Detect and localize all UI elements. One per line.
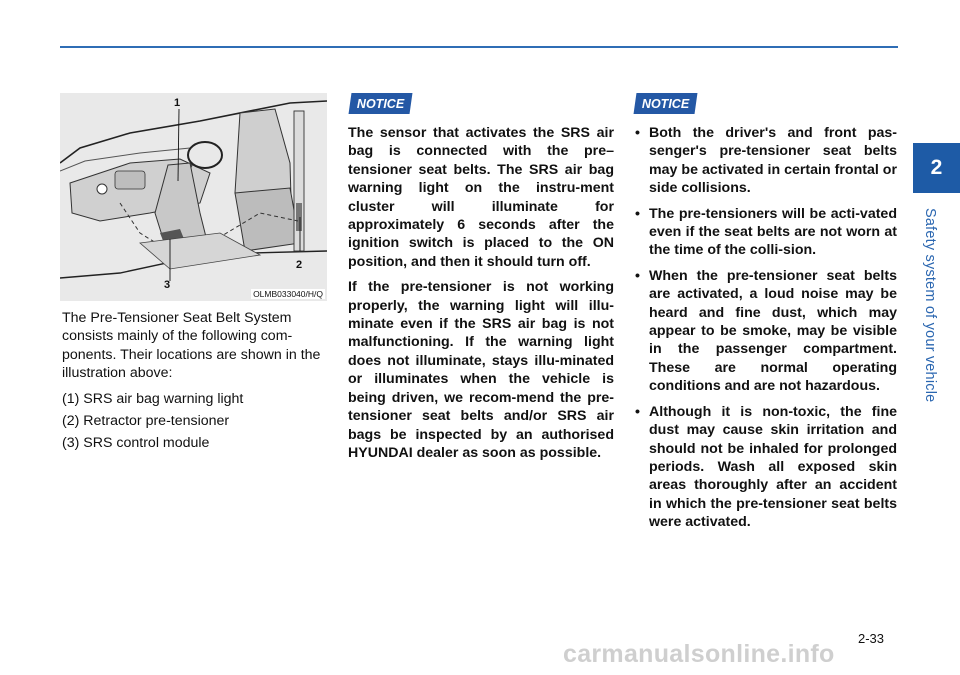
notice-2-bullets [633, 124, 897, 539]
watermark[interactable]: carmanualsonline.info [563, 640, 835, 668]
component-item: (2) Retractor pre-tensioner [62, 413, 230, 430]
vehicle-interior-drawing [60, 93, 327, 301]
components-description [62, 309, 326, 457]
callout-1: 1 [174, 97, 181, 109]
component-item: (3) SRS control module [62, 435, 210, 452]
notice-badge-2 [634, 93, 698, 114]
notice-1-body [348, 124, 614, 469]
notice-badge-1 [349, 93, 413, 114]
notice-1-paragraph: If the pre-tensioner is not working properly, the warning light will illu-minate even if the SRS air bag is not malfunctioning. If the warning light does not illuminate, stays illu-minated or illuminates when the vehicle is being driven, we recom-mend the pre-tensioner seat belts and/or SRS air bags be inspected by an authorised HYUNDAI dealer as soon as possible. [348, 279, 614, 461]
notice-1-paragraph: The sensor that activates the SRS air bag is connected with the pre–tensioner seat belts. The SRS air bag warning light on the instru-ment cluster will illuminate for approximately 6 seconds after the ignition switch is placed to the ON position, and then it should turn off. [348, 125, 614, 270]
chapter-title-text: Safety system of your vehicle [922, 208, 938, 403]
notice-label: NOTICE [642, 96, 690, 111]
list-item: • Although it is non-toxic, the fine dust may cause skin irritation and should not be inhaled for prolonged periods. Wash all exposed skin areas thoroughly after an accident in which the pre-tensioner seat belts were activated. [633, 403, 897, 532]
list-item: • The pre-tensioners will be acti-vated even if the seat belts are not worn at the time of the colli-sion. [633, 205, 897, 260]
components-intro: The Pre-Tensioner Seat Belt System consists mainly of the following com-ponents. Their locations are shown in the illustration above: [62, 310, 321, 382]
callout-3: 3 [164, 279, 171, 291]
page-number: 2-33 [858, 631, 885, 646]
callout-2: 2 [296, 259, 303, 271]
component-item: (1) SRS air bag warning light [62, 390, 244, 407]
notice-label: NOTICE [357, 96, 405, 111]
chapter-number-tab[interactable]: 2 [913, 143, 960, 193]
chapter-title-vertical [900, 208, 960, 403]
figure-code: OLMB033040/H/Q [253, 289, 323, 299]
list-item: • Both the driver's and front pas-senger's pre-tensioner seat belts may be activated in certain frontal or side collisions. [633, 124, 897, 198]
seat-belt-system-illustration [60, 93, 327, 301]
list-item: • When the pre-tensioner seat belts are activated, a loud noise may be heard and fine dust, which may appear to be smoke, may be visible in the passenger compartment. These are normal operating conditions and are not hazardous. [633, 267, 897, 396]
header-rule [60, 46, 898, 48]
